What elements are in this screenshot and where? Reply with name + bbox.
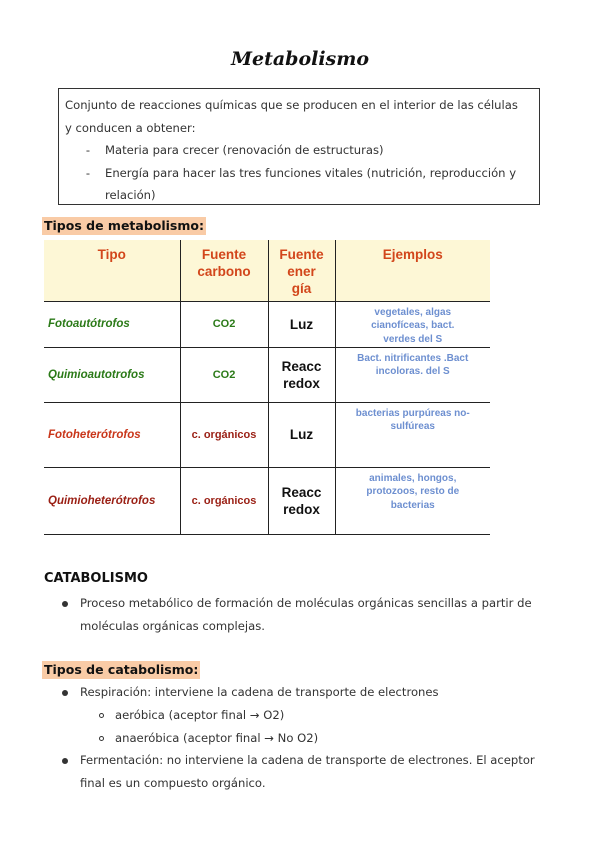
cell-tipo: Fotoautótrofos — [44, 301, 180, 347]
cell-ejemplos: Bact. nitrificantes .Bact incoloras. del S — [335, 347, 490, 402]
bullet-icon — [62, 758, 68, 764]
catabolismo-heading: CATABOLISMO — [44, 571, 148, 586]
metabolism-types-table — [44, 240, 490, 535]
header-fuente-energia: Fuente ener gía — [268, 240, 335, 301]
bullet-icon — [62, 601, 68, 607]
header-ejemplos: Ejemplos — [335, 240, 490, 301]
header-tipo: Tipo — [44, 240, 180, 301]
fermentacion-item: Fermentación: no interviene la cadena de transporte de electrones. El aceptor final es un compuesto orgánico. — [80, 753, 535, 790]
definition-line: y conducen a obtener: — [65, 120, 196, 135]
bullet-icon — [62, 690, 68, 696]
tipos-catabolismo-heading: Tipos de catabolismo: — [44, 662, 199, 677]
dash-marker: - — [85, 165, 91, 180]
tipos-metabolismo-heading: Tipos de metabolismo: — [44, 218, 204, 233]
cell-ejemplos: animales, hongos, protozoos, resto de bacterias — [335, 467, 490, 534]
cell-tipo: Quimioautotrofos — [44, 347, 180, 402]
page-title: Metabolismo — [230, 48, 370, 70]
cell-carbono: c. orgánicos — [180, 467, 268, 534]
header-fuente-carbono: Fuente carbono — [180, 240, 268, 301]
cell-energia: Reacc redox — [268, 467, 335, 534]
cell-energia: Luz — [268, 301, 335, 347]
anaerobica-item: anaeróbica (aceptor final → No O2) — [115, 731, 319, 745]
cell-ejemplos: bacterias purpúreas no- sulfúreas — [335, 402, 490, 467]
cell-carbono: CO2 — [180, 347, 268, 402]
cell-tipo: Fotoheterótrofos — [44, 402, 180, 467]
table-header-row — [44, 240, 490, 301]
definition-item-text: Materia para crecer (renovación de estructuras) — [105, 143, 384, 157]
definition-line: Conjunto de reacciones químicas que se producen en el interior de las células — [65, 98, 518, 112]
definition-item — [65, 162, 533, 185]
cell-carbono: c. orgánicos — [180, 402, 268, 467]
definition-box — [58, 88, 540, 205]
circle-bullet-icon — [99, 736, 104, 741]
cell-carbono: CO2 — [180, 301, 268, 347]
aerobica-item: aeróbica (aceptor final → O2) — [115, 708, 285, 722]
definition-item-text: Energía para hacer las tres funciones vitales (nutrición, reproducción y — [105, 165, 517, 180]
definition-item-continuation: relación) — [105, 188, 156, 202]
table-row — [44, 301, 490, 347]
cell-tipo: Quimioheterótrofos — [44, 467, 180, 534]
dash-marker: - — [85, 143, 91, 157]
catabolismo-definition: Proceso metabólico de formación de moléculas orgánicas sencillas a partir de moléculas orgánicas complejas. — [80, 596, 532, 633]
respiracion-item: Respiración: interviene la cadena de transporte de electrones — [80, 685, 439, 699]
table-row — [44, 467, 490, 534]
table-row — [44, 402, 490, 467]
cell-ejemplos: vegetales, algas cianofíceas, bact. verdes del S — [335, 301, 490, 347]
cell-energia: Reacc redox — [268, 347, 335, 402]
circle-bullet-icon — [99, 713, 104, 718]
definition-item — [65, 139, 533, 162]
table-row — [44, 347, 490, 402]
cell-energia: Luz — [268, 402, 335, 467]
